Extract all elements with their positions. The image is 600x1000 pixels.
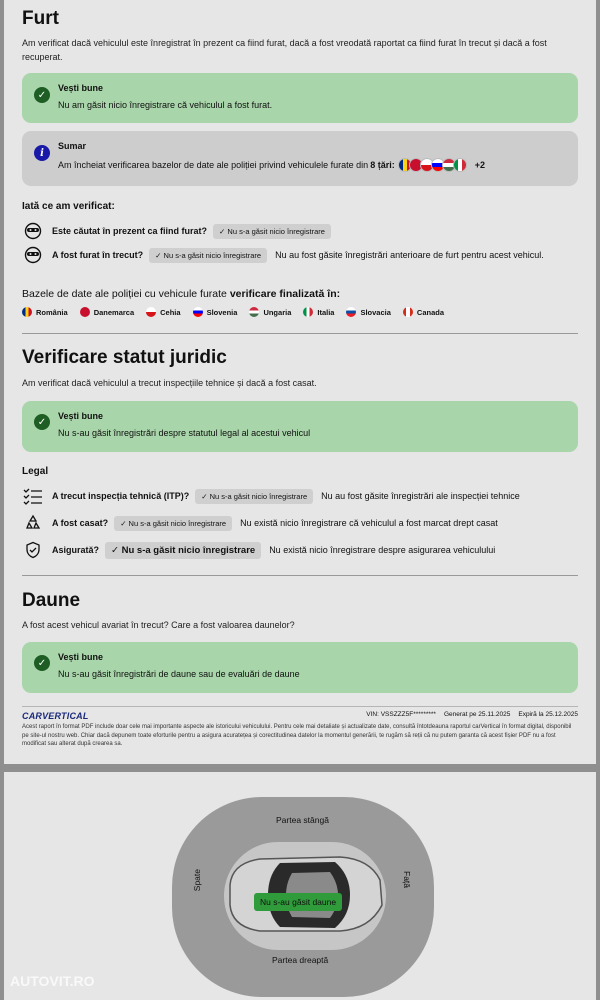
good-news-title: Vești bune: [58, 652, 104, 662]
diagram-label-bottom: Partea dreaptă: [272, 955, 329, 965]
country-name: Danemarca: [93, 307, 135, 317]
info-icon: i: [34, 145, 50, 161]
db-country-item: [193, 307, 238, 317]
shield-check-icon: [22, 541, 44, 559]
section-description-legal: Am verificat dacă vehiculul a trecut inspecțiile tehnice și dacă a fost casat.: [22, 378, 317, 388]
flag-hungary-icon: [249, 307, 259, 317]
check-note: Nu există nicio înregistrare despre asigurarea vehiculului: [269, 545, 496, 555]
flag-czechia-icon: [146, 307, 156, 317]
summary-title: Sumar: [58, 141, 87, 151]
footer-vin: VIN: VSSZZZ5F*********: [366, 711, 436, 718]
legal-sub-heading: Legal: [22, 466, 49, 477]
db-country-item: [22, 307, 68, 317]
check-question: A fost furat în trecut?: [52, 250, 144, 260]
check-row-stolen-past: [22, 246, 578, 264]
section-description-furt: Am verificat dacă vehiculul este înregistrat în prezent ca fiind furat, dacă a fost vreodată raportat ca fiind furat în trecut și dacă a fost recuperat.: [22, 38, 547, 62]
good-news-card-daune: [22, 642, 578, 693]
section-title-daune: Daune: [22, 590, 81, 611]
summary-text: Am încheiat verificarea bazelor de date ale poliției privind vehiculele furate din: [58, 160, 369, 170]
country-name: Canada: [416, 307, 444, 317]
check-circle-icon: ✓: [34, 655, 50, 671]
check-row-scrapped: [22, 514, 578, 532]
flag-italy-icon: [303, 307, 313, 317]
flag-romania-icon: [22, 307, 32, 317]
checklist-icon: [22, 487, 44, 505]
country-name: Italia: [317, 307, 335, 317]
flag-italy-icon: [453, 158, 467, 172]
footer-disclaimer: Acest raport în format PDF include doar cele mai importante aspecte ale istoricului vehiculului. Pentru cele mai detaliate și actualizate date, consultă întotdeauna raportul carVertical în format digital, disponibil pe site-ul nostru web. Chiar dacă depunem toate eforturile pentru a asigura acuratețea și corectitudinea datelor la momentul generării, te rugăm să reții că nu putem garanta că acest fișier PDF nu a fost modificat sau alterat după crearea sa.: [22, 724, 572, 747]
status-chip: ✓ Nu s-a găsit nicio înregistrare: [195, 489, 313, 504]
good-news-card-legal: [22, 401, 578, 452]
diagram-label-top: Partea stângă: [276, 815, 329, 825]
country-name: Slovenia: [206, 307, 238, 317]
summary-count: 8 țări:: [370, 160, 395, 170]
footer-expires: Expiră la 25.12.2025: [518, 711, 578, 718]
footer-info: [366, 711, 578, 718]
flag-slovenia-icon: [193, 307, 203, 317]
section-divider: [22, 575, 578, 576]
section-description-daune: A fost acest vehicul avariat în trecut? Care a fost valoarea daunelor?: [22, 620, 295, 630]
section-title-furt: Furt: [22, 8, 59, 29]
check-circle-icon: ✓: [34, 414, 50, 430]
recycle-icon: [22, 514, 44, 532]
check-row-itp: [22, 487, 578, 505]
country-name: România: [36, 307, 68, 317]
flag-denmark-icon: [80, 307, 90, 317]
section-title-legal: Verificare statut juridic: [22, 347, 227, 368]
check-question: Asigurată?: [52, 545, 100, 555]
check-note: Nu au fost găsite înregistrări ale inspecției tehnice: [321, 491, 520, 501]
check-note: Nu există nicio înregistrare că vehiculul a fost marcat drept casat: [240, 518, 498, 528]
status-chip: ✓ Nu s-a găsit nicio înregistrare: [114, 516, 232, 531]
db-heading-prefix: Bazele de date ale poliției cu vehicule furate: [22, 288, 230, 300]
diagram-label-left: Spate: [192, 869, 202, 892]
good-news-title: Vești bune: [58, 83, 104, 93]
flag-slovakia-icon: [346, 307, 356, 317]
summary-message: [58, 158, 564, 172]
carvertical-logo: CARVERTICAL: [22, 711, 89, 721]
check-row-currently-stolen: [22, 222, 578, 240]
good-news-message: Nu am găsit nicio înregistrare că vehiculul a fost furat.: [58, 100, 273, 110]
good-news-card-furt: [22, 73, 578, 123]
good-news-message: Nu s-au găsit înregistrări despre statutul legal al acestui vehicul: [58, 428, 311, 438]
damage-diagram: [172, 797, 434, 997]
db-country-item: [303, 307, 334, 317]
db-country-item: [249, 307, 291, 317]
extra-countries-count: +2: [474, 160, 485, 170]
db-country-item: [80, 307, 134, 317]
flag-canada-icon: [403, 307, 413, 317]
good-news-title: Vești bune: [58, 411, 104, 421]
report-page-1: [4, 0, 596, 764]
db-country-item: [346, 307, 390, 317]
db-country-item: [403, 307, 444, 317]
status-chip: ✓ Nu s-a găsit nicio înregistrare: [149, 248, 267, 263]
no-damage-badge: Nu s-au găsit daune: [254, 893, 342, 911]
report-footer: [22, 711, 578, 749]
check-question: A fost casat?: [52, 518, 109, 528]
country-name: Ungaria: [263, 307, 292, 317]
checked-heading: Iată ce am verificat:: [22, 201, 115, 212]
status-chip: ✓ Nu s-a găsit nicio înregistrare: [105, 542, 261, 559]
db-country-list: [22, 307, 578, 317]
thief-mask-icon: [22, 246, 44, 264]
report-page-2: [4, 772, 596, 1000]
footer-generated: Generat pe 25.11.2025: [443, 711, 511, 718]
check-row-insured: [22, 541, 578, 559]
country-name: Slovacia: [360, 307, 391, 317]
good-news-message: Nu s-au găsit înregistrări de daune sau de evaluări de daune: [58, 669, 300, 679]
check-circle-icon: ✓: [34, 87, 50, 103]
db-country-item: [146, 307, 180, 317]
status-chip: ✓ Nu s-a găsit nicio înregistrare: [213, 224, 331, 239]
check-note: Nu au fost găsite înregistrări anterioare de furt pentru acest vehicul.: [275, 250, 544, 260]
footer-divider: [22, 706, 578, 707]
diagram-label-right: Față: [402, 871, 412, 889]
section-divider: [22, 333, 578, 334]
country-flags: [401, 158, 467, 172]
db-heading: [22, 288, 340, 300]
autovit-watermark: AUTOVIT.RO: [10, 973, 95, 989]
country-name: Cehia: [160, 307, 181, 317]
check-question: Este căutat în prezent ca fiind furat?: [52, 226, 208, 236]
thief-mask-icon: [22, 222, 44, 240]
summary-card: [22, 131, 578, 186]
db-heading-bold: verificare finalizată în:: [229, 288, 341, 300]
check-question: A trecut inspecția tehnică (ITP)?: [52, 491, 190, 501]
